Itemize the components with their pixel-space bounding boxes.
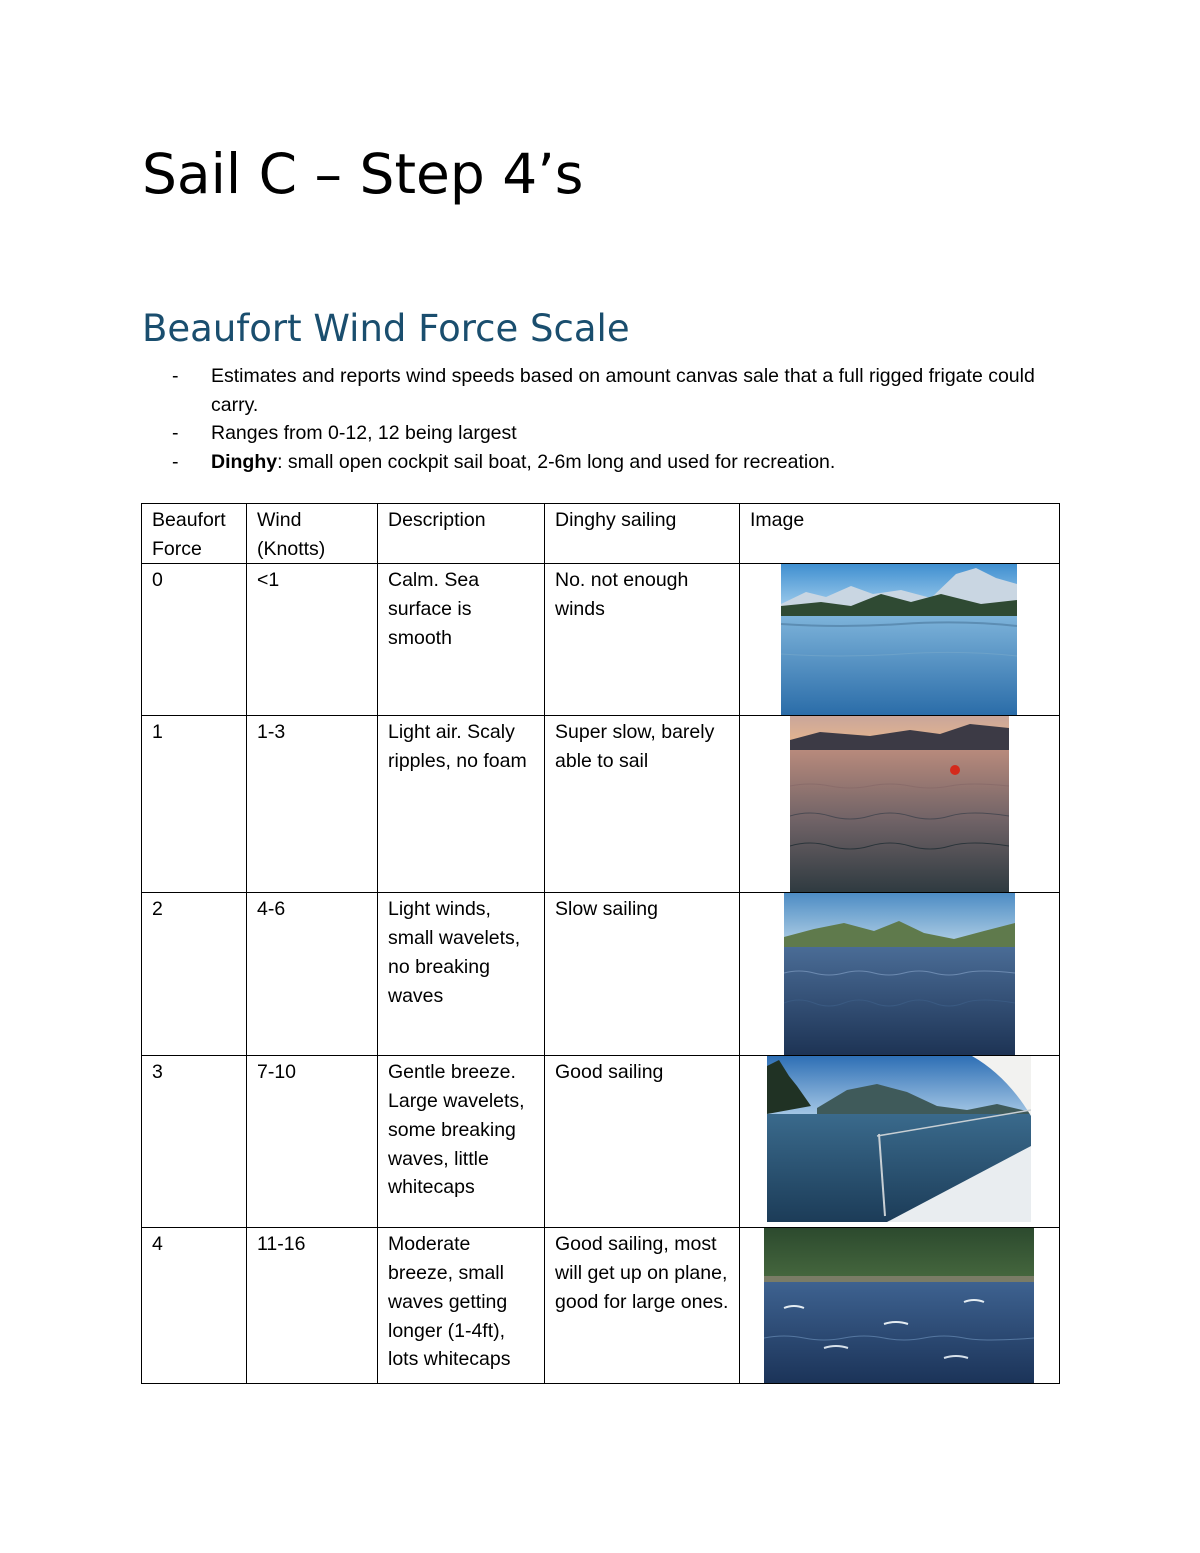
section-heading: Beaufort Wind Force Scale [142, 307, 630, 350]
cell-force: 0 [142, 564, 247, 716]
cell-dinghy: Slow sailing [545, 893, 740, 1056]
cell-dinghy: No. not enough winds [545, 564, 740, 716]
cell-image [740, 893, 1060, 1056]
header-force: Beaufort Force [142, 504, 247, 564]
cell-image [740, 564, 1060, 716]
bullet-item [172, 362, 1072, 419]
cell-description: Gentle breeze. Large wavelets, some breaking waves, little whitecaps [378, 1056, 545, 1228]
table-header-row [142, 504, 1060, 564]
calm-lake-mountains-photo [781, 564, 1017, 716]
cell-force: 3 [142, 1056, 247, 1228]
cell-dinghy: Good sailing [545, 1056, 740, 1228]
table-row [142, 564, 1060, 716]
cell-image [740, 1228, 1060, 1384]
cell-wind: 7-10 [247, 1056, 378, 1228]
bullet-text: Ranges from 0-12, 12 being largest [211, 422, 517, 445]
cell-description: Moderate breeze, small waves getting longer (1-4ft), lots whitecaps [378, 1228, 545, 1384]
cell-wind: 1-3 [247, 716, 378, 893]
cell-wind: 11-16 [247, 1228, 378, 1384]
cell-force: 2 [142, 893, 247, 1056]
cell-wind: 4-6 [247, 893, 378, 1056]
cell-wind: <1 [247, 564, 378, 716]
header-description: Description [378, 504, 545, 564]
bullet-term: Dinghy [211, 451, 278, 474]
cell-force: 4 [142, 1228, 247, 1384]
header-image: Image [740, 504, 1060, 564]
cell-image [740, 1056, 1060, 1228]
bullet-item [172, 419, 1072, 448]
bullet-list [172, 362, 1072, 477]
cell-description: Calm. Sea surface is smooth [378, 564, 545, 716]
cell-force: 1 [142, 716, 247, 893]
cell-image [740, 716, 1060, 893]
bullet-marker: - [172, 422, 179, 445]
cell-description: Light air. Scaly ripples, no foam [378, 716, 545, 893]
bullet-item [172, 448, 1072, 477]
document-title: Sail C – Step 4’s [142, 142, 584, 206]
bullet-marker: - [172, 365, 179, 387]
header-dinghy: Dinghy sailing [545, 504, 740, 564]
table-row [142, 1228, 1060, 1384]
cell-description: Light winds, small wavelets, no breaking waves [378, 893, 545, 1056]
inlet-wavelets-photo [784, 893, 1015, 1056]
table-row [142, 716, 1060, 893]
sailboat-bow-breeze-photo [767, 1056, 1031, 1222]
bullet-text: Estimates and reports wind speeds based on amount canvas sale that a full rigged frigate could carry. [211, 365, 1035, 416]
forest-shore-whitecaps-photo [764, 1228, 1034, 1384]
cell-dinghy: Super slow, barely able to sail [545, 716, 740, 893]
table-row [142, 893, 1060, 1056]
header-wind: Wind (Knotts) [247, 504, 378, 564]
bullet-text: : small open cockpit sail boat, 2-6m long and used for recreation. [277, 451, 836, 474]
beaufort-table [141, 503, 1060, 1384]
sunset-ripples-buoy-photo [790, 716, 1009, 893]
table-row [142, 1056, 1060, 1228]
bullet-marker: - [172, 451, 179, 474]
cell-dinghy: Good sailing, most will get up on plane, good for large ones. [545, 1228, 740, 1384]
